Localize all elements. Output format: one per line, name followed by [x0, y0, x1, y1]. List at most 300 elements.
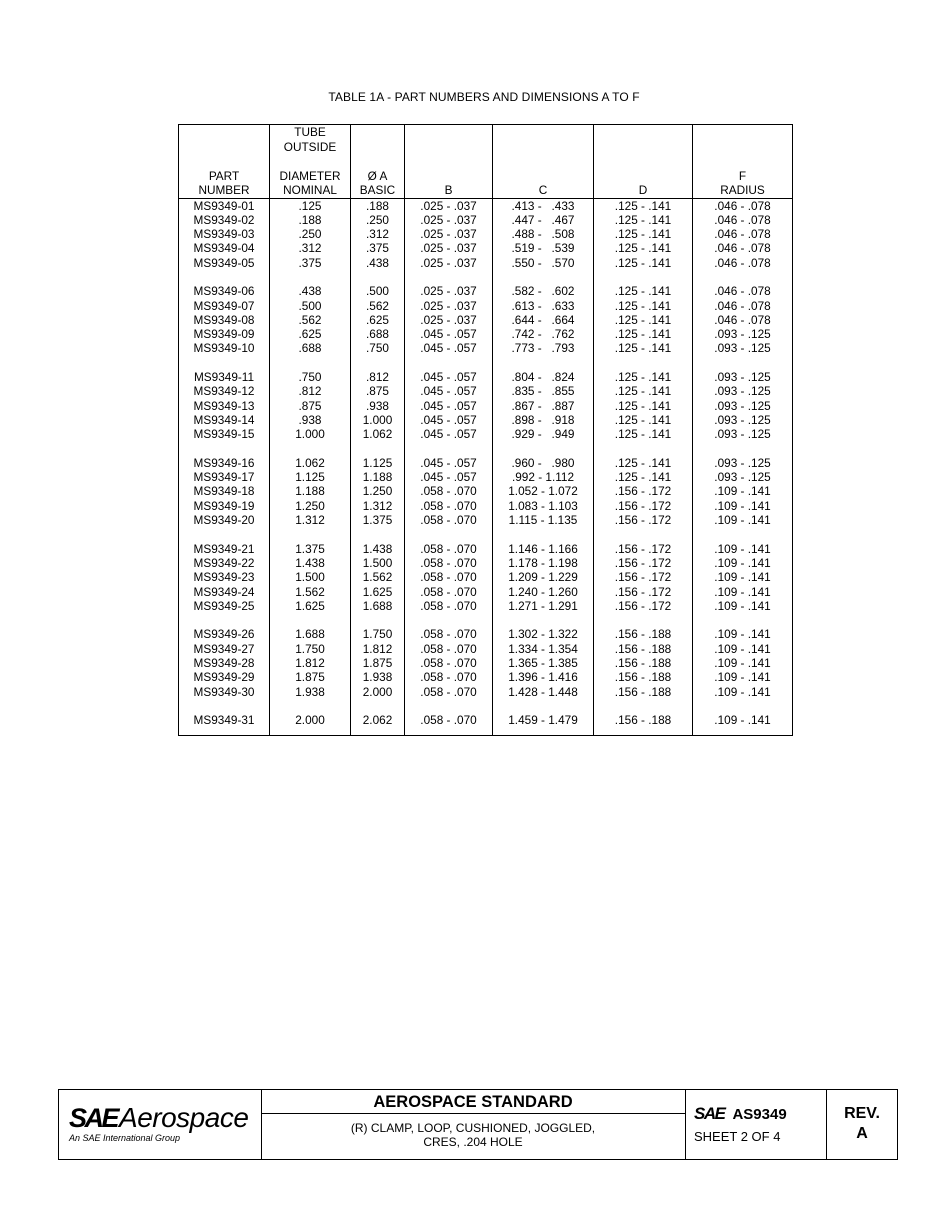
table-cell: MS9349-11 — [179, 370, 270, 384]
table-row — [179, 499, 793, 513]
table-cell: .188 — [351, 198, 405, 213]
column-header-line — [179, 125, 269, 140]
table-cell: .058 - .070 — [405, 556, 493, 570]
column-header — [179, 125, 270, 199]
table-cell: 1.625 — [351, 585, 405, 599]
table-cell: .488 - .508 — [493, 227, 594, 241]
column-header-line — [693, 140, 792, 155]
table-cell: .045 - .057 — [405, 399, 493, 413]
table-cell: .046 - .078 — [693, 284, 793, 298]
table-cell: MS9349-01 — [179, 198, 270, 213]
table-cell: .025 - .037 — [405, 227, 493, 241]
logo-sae-text: SAE — [69, 1103, 118, 1133]
table-cell: .375 — [270, 256, 351, 270]
table-cell: .156 - .172 — [594, 499, 693, 513]
column-header-line: F — [738, 168, 747, 183]
table-cell: .125 - .141 — [594, 399, 693, 413]
table-cell: .058 - .070 — [405, 570, 493, 584]
table-cell: 1.334 - 1.354 — [493, 642, 594, 656]
table-cell: .125 - .141 — [594, 227, 693, 241]
table-cell: .188 — [270, 213, 351, 227]
table-cell: 1.812 — [351, 642, 405, 656]
table-cell: 2.000 — [270, 713, 351, 736]
table-row — [179, 399, 793, 413]
table-cell: .058 - .070 — [405, 656, 493, 670]
table-cell: .058 - .070 — [405, 599, 493, 613]
table-cell: MS9349-10 — [179, 341, 270, 355]
table-cell: 1.938 — [270, 685, 351, 699]
table-cell: .125 - .141 — [594, 384, 693, 398]
table-cell: .045 - .057 — [405, 456, 493, 470]
column-header-line — [405, 125, 492, 140]
table-cell: 1.500 — [270, 570, 351, 584]
table-cell: .045 - .057 — [405, 327, 493, 341]
table-cell: .109 - .141 — [693, 656, 793, 670]
table-cell: 1.178 - 1.198 — [493, 556, 594, 570]
table-cell: .109 - .141 — [693, 542, 793, 556]
table-cell: 1.083 - 1.103 — [493, 499, 594, 513]
table-row — [179, 370, 793, 384]
table-cell: .156 - .188 — [594, 670, 693, 684]
standard-title: AEROSPACE STANDARD — [261, 1090, 685, 1114]
table-cell: 1.750 — [270, 642, 351, 656]
revision-label: REV. — [844, 1105, 880, 1122]
table-cell: .250 — [270, 227, 351, 241]
table-cell: .046 - .078 — [693, 198, 793, 213]
column-header-line: PART — [208, 168, 240, 183]
table-row — [179, 656, 793, 670]
table-cell: .750 — [270, 370, 351, 384]
table-cell: .045 - .057 — [405, 413, 493, 427]
table-cell: .093 - .125 — [693, 413, 793, 427]
table-cell: 1.875 — [270, 670, 351, 684]
table-cell: .688 — [351, 327, 405, 341]
column-header-line — [594, 140, 692, 155]
table-cell: 1.062 — [270, 456, 351, 470]
table-cell: 1.052 - 1.072 — [493, 484, 594, 498]
table-cell: .156 - .188 — [594, 642, 693, 656]
table-cell: 1.000 — [351, 413, 405, 427]
table-cell: .046 - .078 — [693, 299, 793, 313]
table-cell: .938 — [270, 413, 351, 427]
column-header-line: B — [444, 183, 453, 197]
table-cell: 2.062 — [351, 713, 405, 736]
table-cell: .875 — [351, 384, 405, 398]
table-cell: .109 - .141 — [693, 670, 793, 684]
table-cell: 1.146 - 1.166 — [493, 542, 594, 556]
group-spacer-row — [179, 442, 793, 456]
table-cell: 1.625 — [270, 599, 351, 613]
table-cell: .312 — [351, 227, 405, 241]
table-cell: 1.375 — [351, 513, 405, 527]
table-cell: .835 - .855 — [493, 384, 594, 398]
table-cell: 1.812 — [270, 656, 351, 670]
table-cell: MS9349-17 — [179, 470, 270, 484]
table-cell: .045 - .057 — [405, 341, 493, 355]
table-cell: .125 - .141 — [594, 284, 693, 298]
document-number — [694, 1104, 787, 1124]
group-spacer-row — [179, 270, 793, 284]
table-cell: 1.062 — [351, 427, 405, 441]
table-row — [179, 456, 793, 470]
table-cell: .742 - .762 — [493, 327, 594, 341]
table-cell: .125 - .141 — [594, 256, 693, 270]
table-cell: MS9349-19 — [179, 499, 270, 513]
table-row — [179, 713, 793, 736]
table-cell: 1.125 — [270, 470, 351, 484]
table-cell: .438 — [351, 256, 405, 270]
table-cell: 1.500 — [351, 556, 405, 570]
table-cell: .582 - .602 — [493, 284, 594, 298]
table-cell: MS9349-22 — [179, 556, 270, 570]
table-cell: 1.000 — [270, 427, 351, 441]
table-cell: .046 - .078 — [693, 227, 793, 241]
table-row — [179, 470, 793, 484]
revision — [827, 1104, 897, 1144]
table-cell: .500 — [351, 284, 405, 298]
table-cell: .058 - .070 — [405, 499, 493, 513]
table-cell: .125 - .141 — [594, 327, 693, 341]
table-cell: .025 - .037 — [405, 299, 493, 313]
document-number-text: AS9349 — [732, 1106, 787, 1123]
table-cell: .093 - .125 — [693, 427, 793, 441]
table-row — [179, 585, 793, 599]
column-header-line — [405, 154, 492, 169]
table-cell: .875 — [270, 399, 351, 413]
column-header — [493, 125, 594, 199]
table-cell: 1.396 - 1.416 — [493, 670, 594, 684]
table-cell: .125 - .141 — [594, 370, 693, 384]
column-header-line: DIAMETER — [279, 168, 341, 183]
table-cell: .156 - .188 — [594, 656, 693, 670]
table-cell: 1.562 — [270, 585, 351, 599]
table-cell: .109 - .141 — [693, 627, 793, 641]
table-row — [179, 685, 793, 699]
table-cell: .025 - .037 — [405, 313, 493, 327]
table-cell: .046 - .078 — [693, 241, 793, 255]
table-cell: MS9349-18 — [179, 484, 270, 498]
table-cell: MS9349-09 — [179, 327, 270, 341]
table-cell: .093 - .125 — [693, 384, 793, 398]
table-cell: .156 - .188 — [594, 713, 693, 736]
table-cell: MS9349-16 — [179, 456, 270, 470]
table-row — [179, 542, 793, 556]
table-cell: .109 - .141 — [693, 585, 793, 599]
table-cell: .156 - .172 — [594, 556, 693, 570]
table-cell: .025 - .037 — [405, 213, 493, 227]
column-header-line: Ø A — [367, 168, 388, 183]
table-cell: .025 - .037 — [405, 256, 493, 270]
table-cell: .125 - .141 — [594, 213, 693, 227]
table-cell: .750 — [351, 341, 405, 355]
column-header-line — [594, 125, 692, 140]
table-cell: .125 - .141 — [594, 241, 693, 255]
table-cell: .613 - .633 — [493, 299, 594, 313]
table-cell: 1.428 - 1.448 — [493, 685, 594, 699]
table-cell: .125 - .141 — [594, 456, 693, 470]
table-row — [179, 570, 793, 584]
table-cell: .046 - .078 — [693, 313, 793, 327]
column-header-line: OUTSIDE — [283, 139, 337, 154]
table-row — [179, 341, 793, 355]
table-cell: .125 - .141 — [594, 198, 693, 213]
table-cell: .447 - .467 — [493, 213, 594, 227]
table-cell: .058 - .070 — [405, 542, 493, 556]
table-cell: 1.188 — [351, 470, 405, 484]
title-block — [58, 1089, 898, 1160]
table-cell: .125 - .141 — [594, 413, 693, 427]
table-cell: .156 - .172 — [594, 542, 693, 556]
table-cell: 1.375 — [270, 542, 351, 556]
table-cell: .045 - .057 — [405, 427, 493, 441]
table-cell: .058 - .070 — [405, 484, 493, 498]
group-spacer-row — [179, 527, 793, 541]
table-cell: 1.312 — [351, 499, 405, 513]
column-header-line — [493, 169, 593, 184]
group-spacer-row — [179, 613, 793, 627]
column-header — [594, 125, 693, 199]
table-cell: .109 - .141 — [693, 570, 793, 584]
table-cell: 1.562 — [351, 570, 405, 584]
table-cell: .046 - .078 — [693, 213, 793, 227]
table-cell: .125 - .141 — [594, 470, 693, 484]
table-row — [179, 284, 793, 298]
column-header-line: NUMBER — [198, 183, 250, 197]
group-spacer-row — [179, 356, 793, 370]
table-cell: .093 - .125 — [693, 370, 793, 384]
table-cell: .109 - .141 — [693, 713, 793, 736]
sae-mini-logo: SAE — [694, 1104, 725, 1123]
table-row — [179, 313, 793, 327]
table-cell: .109 - .141 — [693, 685, 793, 699]
table-row — [179, 599, 793, 613]
table-cell: .109 - .141 — [693, 499, 793, 513]
sheet-number: SHEET 2 OF 4 — [694, 1129, 781, 1144]
table-cell: .812 — [270, 384, 351, 398]
table-cell: 1.250 — [270, 499, 351, 513]
table-row — [179, 413, 793, 427]
table-cell: MS9349-28 — [179, 656, 270, 670]
table-cell: MS9349-04 — [179, 241, 270, 255]
table-cell: 1.188 — [270, 484, 351, 498]
revision-cell — [827, 1090, 897, 1159]
table-cell: 1.750 — [351, 627, 405, 641]
table-cell: .109 - .141 — [693, 642, 793, 656]
column-header-line — [270, 154, 350, 169]
table-cell: MS9349-03 — [179, 227, 270, 241]
sae-aerospace-logo — [69, 1104, 248, 1143]
table-cell: .058 - .070 — [405, 713, 493, 736]
table-cell: .992 - 1.112 — [493, 470, 594, 484]
table-row — [179, 327, 793, 341]
table-cell: .046 - .078 — [693, 256, 793, 270]
table-cell: 1.459 - 1.479 — [493, 713, 594, 736]
table-cell: .058 - .070 — [405, 627, 493, 641]
table-cell: MS9349-07 — [179, 299, 270, 313]
table-cell: MS9349-27 — [179, 642, 270, 656]
description-line-1: (R) CLAMP, LOOP, CUSHIONED, JOGGLED, — [350, 1121, 596, 1135]
title-cell — [261, 1090, 686, 1159]
table-cell: .898 - .918 — [493, 413, 594, 427]
table-cell: 1.312 — [270, 513, 351, 527]
table-cell: .058 - .070 — [405, 585, 493, 599]
table-row — [179, 513, 793, 527]
column-header-line — [493, 154, 593, 169]
table-cell: 1.240 - 1.260 — [493, 585, 594, 599]
table-row — [179, 256, 793, 270]
table-cell: 1.688 — [351, 599, 405, 613]
table-row — [179, 227, 793, 241]
table-cell: 1.250 — [351, 484, 405, 498]
table-cell: .625 — [351, 313, 405, 327]
standard-description — [261, 1114, 685, 1159]
table-cell: .438 — [270, 284, 351, 298]
table-cell: 1.938 — [351, 670, 405, 684]
column-header-line — [351, 154, 404, 169]
table-row — [179, 241, 793, 255]
table-cell: MS9349-13 — [179, 399, 270, 413]
column-header-line — [179, 140, 269, 155]
table-cell: 1.125 — [351, 456, 405, 470]
table-cell: .025 - .037 — [405, 241, 493, 255]
table-cell: .093 - .125 — [693, 327, 793, 341]
table-cell: .125 - .141 — [594, 299, 693, 313]
description-line-2: CRES, .204 HOLE — [423, 1134, 523, 1149]
column-header-line — [693, 154, 792, 169]
column-header-line: C — [538, 183, 548, 197]
column-header — [270, 125, 351, 199]
table-cell: .025 - .037 — [405, 198, 493, 213]
table-cell: .625 — [270, 327, 351, 341]
table-cell: .312 — [270, 241, 351, 255]
table-cell: MS9349-15 — [179, 427, 270, 441]
table-cell: .025 - .037 — [405, 284, 493, 298]
table-cell: .109 - .141 — [693, 484, 793, 498]
table-cell: .644 - .664 — [493, 313, 594, 327]
table-cell: .109 - .141 — [693, 599, 793, 613]
table-cell: 1.875 — [351, 656, 405, 670]
group-spacer-row — [179, 699, 793, 713]
column-header-line: RADIUS — [720, 183, 765, 197]
table-cell: .058 - .070 — [405, 513, 493, 527]
logo-tagline: An SAE International Group — [69, 1133, 181, 1143]
table-cell: 1.271 - 1.291 — [493, 599, 594, 613]
logo-aerospace-text: Aerospace — [119, 1102, 249, 1133]
table-cell: .519 - .539 — [493, 241, 594, 255]
table-cell: .156 - .172 — [594, 599, 693, 613]
column-header-line — [351, 140, 404, 155]
table-cell: .093 - .125 — [693, 456, 793, 470]
table-row — [179, 627, 793, 641]
table-row — [179, 299, 793, 313]
table-cell: .156 - .172 — [594, 513, 693, 527]
table-cell: .125 - .141 — [594, 427, 693, 441]
table-cell: .156 - .172 — [594, 585, 693, 599]
table-cell: 2.000 — [351, 685, 405, 699]
column-header — [693, 125, 793, 199]
table-cell: .156 - .172 — [594, 484, 693, 498]
table-cell: .156 - .188 — [594, 627, 693, 641]
table-cell: MS9349-24 — [179, 585, 270, 599]
table-cell: .093 - .125 — [693, 470, 793, 484]
table-row — [179, 198, 793, 213]
column-header-line — [693, 125, 792, 140]
table-row — [179, 556, 793, 570]
table-cell: 1.438 — [270, 556, 351, 570]
column-header-line: BASIC — [359, 183, 396, 197]
table-cell: .109 - .141 — [693, 556, 793, 570]
table-cell: 1.365 - 1.385 — [493, 656, 594, 670]
table-cell: .058 - .070 — [405, 642, 493, 656]
table-cell: MS9349-25 — [179, 599, 270, 613]
table-cell: MS9349-26 — [179, 627, 270, 641]
table-cell: .960 - .980 — [493, 456, 594, 470]
table-cell: .045 - .057 — [405, 470, 493, 484]
table-cell: .045 - .057 — [405, 370, 493, 384]
column-header-line: D — [638, 183, 648, 197]
document-cell — [686, 1090, 827, 1159]
table-cell: .156 - .172 — [594, 570, 693, 584]
column-header-line: TUBE — [294, 125, 326, 139]
table-cell: MS9349-30 — [179, 685, 270, 699]
column-header-line — [351, 125, 404, 140]
table-cell: MS9349-23 — [179, 570, 270, 584]
table-cell: MS9349-31 — [179, 713, 270, 736]
column-header — [351, 125, 405, 199]
revision-value: A — [856, 1125, 868, 1142]
table-cell: .093 - .125 — [693, 399, 793, 413]
table-cell: MS9349-05 — [179, 256, 270, 270]
table-cell: .058 - .070 — [405, 670, 493, 684]
table-cell: .093 - .125 — [693, 341, 793, 355]
table-cell: MS9349-02 — [179, 213, 270, 227]
table-cell: .550 - .570 — [493, 256, 594, 270]
table-cell: .562 — [270, 313, 351, 327]
table-cell: .688 — [270, 341, 351, 355]
table-cell: .500 — [270, 299, 351, 313]
table-cell: MS9349-12 — [179, 384, 270, 398]
table-cell: 1.115 - 1.135 — [493, 513, 594, 527]
table-header-row — [179, 125, 793, 199]
table-row — [179, 213, 793, 227]
table-row — [179, 484, 793, 498]
table-cell: MS9349-14 — [179, 413, 270, 427]
table-cell: .156 - .188 — [594, 685, 693, 699]
table-cell: .045 - .057 — [405, 384, 493, 398]
column-header-line — [405, 140, 492, 155]
table-cell: .562 — [351, 299, 405, 313]
column-header-line — [594, 154, 692, 169]
table-cell: MS9349-08 — [179, 313, 270, 327]
table-cell: .929 - .949 — [493, 427, 594, 441]
table-cell: 1.688 — [270, 627, 351, 641]
column-header-line: NOMINAL — [283, 183, 337, 197]
table-cell: .125 - .141 — [594, 313, 693, 327]
column-header-line — [594, 169, 692, 184]
table-cell: MS9349-20 — [179, 513, 270, 527]
column-header-line — [493, 125, 593, 140]
column-header-line — [179, 154, 269, 169]
table-cell: .804 - .824 — [493, 370, 594, 384]
column-header — [405, 125, 493, 199]
table-cell: .058 - .070 — [405, 685, 493, 699]
table-cell: .812 — [351, 370, 405, 384]
logo-cell — [59, 1090, 262, 1159]
table-cell: .413 - .433 — [493, 198, 594, 213]
table-cell: MS9349-06 — [179, 284, 270, 298]
table-body — [179, 198, 793, 736]
table-cell: .109 - .141 — [693, 513, 793, 527]
